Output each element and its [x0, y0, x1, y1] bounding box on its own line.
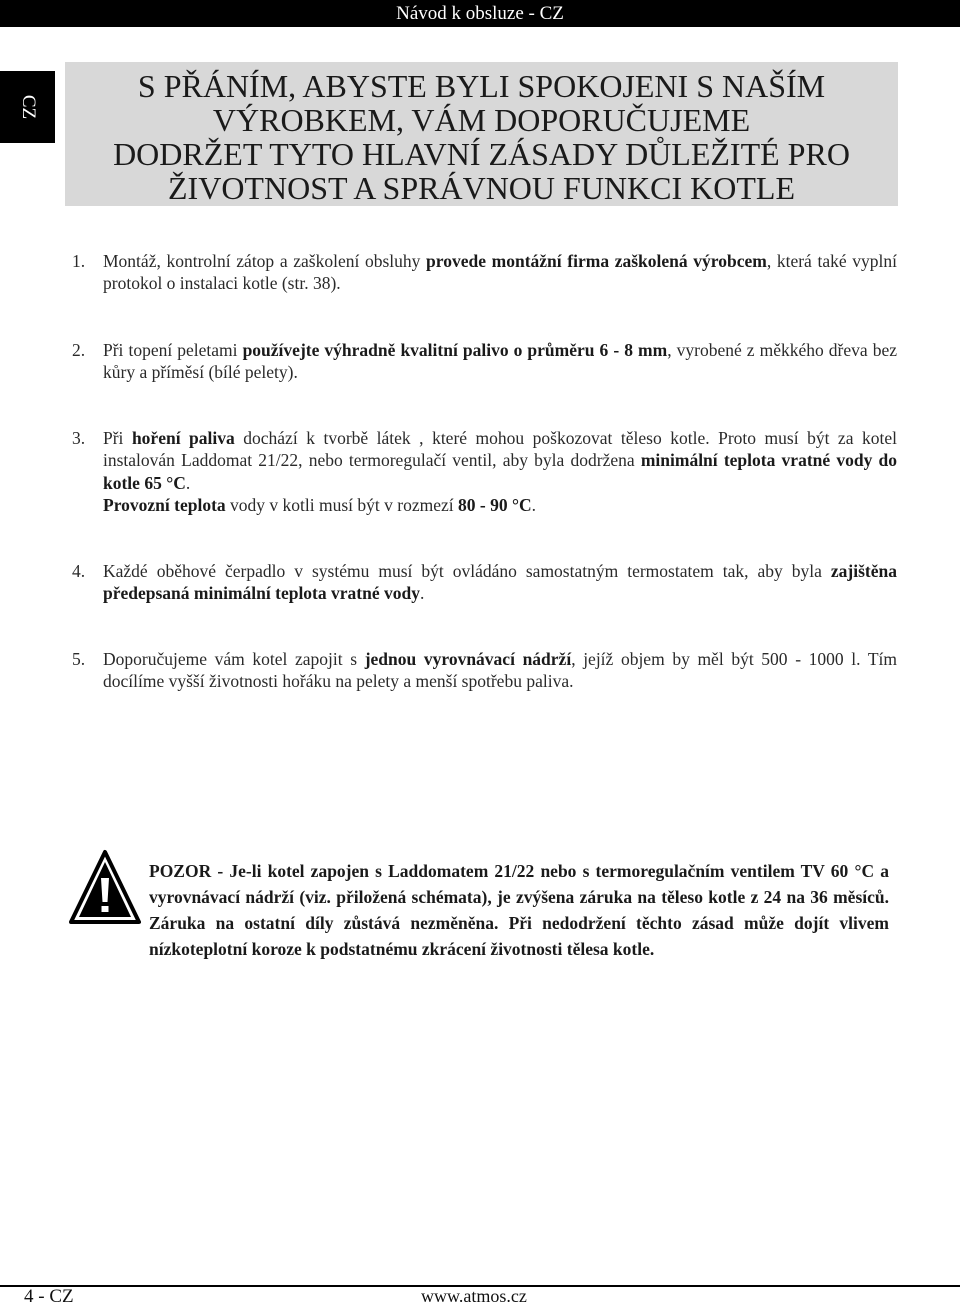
language-tab-label: CZ [17, 94, 39, 120]
item-paragraph [103, 339, 897, 384]
item-number: 3. [72, 428, 86, 448]
text-run: vody v kotli musí být v rozmezí [225, 494, 458, 515]
bold-text-run: používejte výhradně kvalitní palivo o průměru 6 - 8 mm [242, 340, 668, 360]
text-run: , jejíž objem by měl být 500 - 1000 l. Tím docílíme vyšší životnosti hořáku na pelety a menší spotřebu paliva. [103, 649, 897, 692]
item-number: 5. [72, 649, 86, 669]
item-body [103, 648, 897, 693]
page-number: 4 - CZ [24, 1286, 74, 1307]
text-run: , vyrobené z měkkého dřeva bez kůry a příměsí (bílé pelety). [103, 340, 897, 383]
text-run: Každé oběhové čerpadlo v systému musí být ovládáno samostatným termostatem tak, aby byla [103, 561, 831, 581]
header-bar [0, 0, 960, 27]
item-paragraph [103, 494, 897, 516]
item-paragraph [103, 560, 897, 605]
item-number: 2. [72, 340, 86, 360]
text-run: , která také vyplní protokol o instalaci kotle (str. 38). [103, 251, 897, 294]
item-number: 1. [72, 251, 86, 271]
text-run: . [531, 494, 536, 515]
instruction-item-2 [72, 339, 897, 384]
text-run: . [185, 472, 191, 493]
text-run: Při topení peletami [103, 340, 243, 360]
bold-text-run: 80 - 90 °C [458, 494, 532, 515]
item-number: 4. [72, 561, 86, 581]
item-body [103, 250, 897, 295]
bold-text-run: provede montážní firma zaškolená výrobcem [426, 251, 767, 271]
item-paragraph [103, 648, 897, 693]
bold-text-run: zajištěna předepsaná minimální teplota vratné vody [103, 561, 897, 604]
footer-url: www.atmos.cz [421, 1286, 527, 1306]
title-box [65, 62, 898, 206]
item-paragraph [103, 427, 897, 494]
header-title: Návod k obsluze - CZ [396, 3, 564, 24]
bold-text-run: jednou vyrovnávací nádrží [364, 649, 572, 669]
instruction-item-3 [72, 427, 897, 516]
language-tab [0, 71, 55, 143]
title-line-3: DODRŽET TYTO HLAVNÍ ZÁSADY DŮLEŽITÉ PRO [113, 136, 850, 172]
text-run: Montáž, kontrolní zátop a zaškolení obsluhy [103, 251, 427, 271]
text-run: Při [103, 428, 132, 448]
text-run: . [419, 583, 425, 604]
instruction-item-5 [72, 648, 897, 693]
title-line-4: ŽIVOTNOST A SPRÁVNOU FUNKCI KOTLE [168, 170, 795, 206]
bold-text-run: Provozní teplota [103, 494, 226, 515]
warning-triangle-icon [69, 848, 141, 926]
item-body [103, 427, 897, 516]
instruction-item-4 [72, 560, 897, 605]
bold-text-run: minimální teplota vratné vody do kotle 65 °C [103, 450, 898, 493]
bold-text-run: hoření paliva [131, 428, 235, 448]
instruction-item-1 [72, 250, 897, 295]
item-body [103, 339, 897, 384]
warning-text: POZOR - Je-li kotel zapojen s Laddomatem 21/22 nebo s termoregulačním ventilem TV 60 °C a vyrovnávací nádrží (viz. přiložená schémata), je zvýšena záruka na těleso kotle z 24 na 36 měsíců. Záruka na ostatní díly zůstává nezměněna. Při nedodržení těchto zásad může dojít vlivem nízkoteplotní koroze k podstatnému zkrácení životnosti tělesa kotle. [149, 861, 889, 959]
title-line-2: VÝROBKEM, VÁM DOPORUČUJEME [212, 102, 751, 138]
item-body [103, 560, 897, 605]
item-paragraph [103, 250, 897, 295]
text-run: dochází k tvorbě látek , které mohou poškozovat těleso kotle. Proto musí být za kotel instalován Laddomat 21/22, nebo termoregulačí ventil, aby byla dodržena [103, 428, 897, 471]
title-line-1: S PŘÁNÍM, ABYSTE BYLI SPOKOJENI S NAŠÍM [137, 68, 826, 104]
text-run: Doporučujeme vám kotel zapojit s [103, 649, 365, 669]
